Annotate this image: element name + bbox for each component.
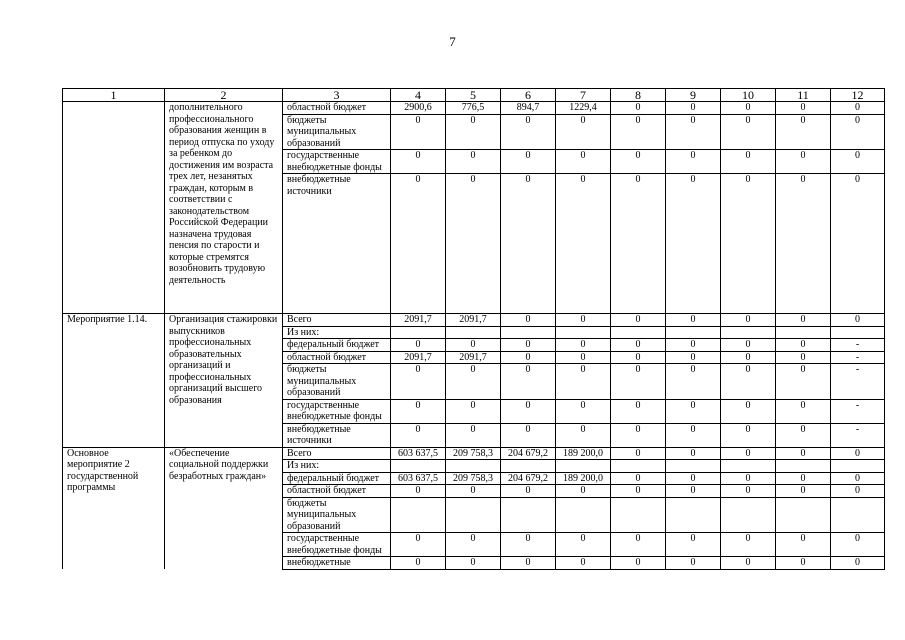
amount-cell: 0 [776, 423, 831, 447]
amount-cell: 603 637,5 [391, 447, 446, 460]
amount-cell: 0 [721, 174, 776, 314]
amount-cell: 0 [776, 557, 831, 570]
amount-cell [556, 326, 611, 339]
amount-cell: 0 [721, 102, 776, 115]
amount-cell: 0 [501, 174, 556, 314]
amount-cell [776, 460, 831, 473]
amount-cell: 0 [721, 339, 776, 352]
amount-cell: 0 [666, 339, 721, 352]
funding-source-cell: федеральный бюджет [283, 472, 391, 485]
amount-cell: 0 [721, 423, 776, 447]
amount-cell: 204 679,2 [501, 472, 556, 485]
amount-cell [721, 460, 776, 473]
event-description-cell: Организация стажировки выпускников профессиональных образовательных организаций и профессиональных организаций высшего образования [165, 314, 283, 448]
event-description-cell: «Обеспечение социальной поддержки безработных граждан» [165, 447, 283, 569]
amount-cell [831, 497, 885, 533]
amount-cell: 0 [501, 114, 556, 150]
amount-cell: 0 [501, 485, 556, 498]
amount-cell: 0 [556, 364, 611, 400]
amount-cell: 0 [611, 314, 666, 327]
amount-cell: 0 [721, 485, 776, 498]
page-number: 7 [449, 34, 456, 49]
amount-cell [611, 460, 666, 473]
amount-cell [666, 497, 721, 533]
amount-cell: 0 [556, 533, 611, 557]
amount-cell: 0 [721, 399, 776, 423]
amount-cell: 0 [776, 447, 831, 460]
amount-cell: 776,5 [446, 102, 501, 115]
amount-cell: 0 [501, 364, 556, 400]
amount-cell: 0 [611, 174, 666, 314]
amount-cell: 1229,4 [556, 102, 611, 115]
amount-cell: 0 [446, 533, 501, 557]
amount-cell: 0 [666, 447, 721, 460]
amount-cell: 0 [611, 423, 666, 447]
amount-cell: 0 [391, 150, 446, 174]
amount-cell: 0 [831, 533, 885, 557]
amount-cell: 189 200,0 [556, 472, 611, 485]
amount-cell: 0 [556, 339, 611, 352]
amount-cell [721, 326, 776, 339]
amount-cell [391, 497, 446, 533]
table-row [63, 102, 885, 115]
amount-cell: 894,7 [501, 102, 556, 115]
amount-cell: 0 [776, 314, 831, 327]
amount-cell: 2091,7 [446, 351, 501, 364]
amount-cell: 0 [666, 533, 721, 557]
amount-cell: 0 [556, 150, 611, 174]
amount-cell: 0 [666, 351, 721, 364]
amount-cell: 0 [831, 114, 885, 150]
amount-cell: 0 [721, 150, 776, 174]
funding-source-cell: федеральный бюджет [283, 339, 391, 352]
amount-cell: 2091,7 [391, 351, 446, 364]
amount-cell [831, 326, 885, 339]
amount-cell: 0 [611, 485, 666, 498]
amount-cell: 0 [831, 314, 885, 327]
amount-cell: 0 [776, 174, 831, 314]
amount-cell: 0 [501, 557, 556, 570]
amount-cell: 0 [666, 174, 721, 314]
amount-cell: 0 [776, 102, 831, 115]
funding-source-cell: Всего [283, 314, 391, 327]
amount-cell: 0 [776, 485, 831, 498]
amount-cell: 0 [501, 399, 556, 423]
amount-cell: 0 [666, 423, 721, 447]
col-header: 5 [446, 89, 501, 102]
amount-cell: 0 [501, 314, 556, 327]
amount-cell: 0 [776, 533, 831, 557]
amount-cell: 0 [556, 485, 611, 498]
funding-source-cell: областной бюджет [283, 351, 391, 364]
amount-cell [721, 497, 776, 533]
amount-cell: 0 [556, 557, 611, 570]
amount-cell: 0 [446, 557, 501, 570]
amount-cell: 0 [556, 314, 611, 327]
amount-cell: 2091,7 [446, 314, 501, 327]
funding-source-cell: государственные внебюджетные фонды [283, 399, 391, 423]
funding-source-cell: государственные внебюджетные фонды [283, 150, 391, 174]
amount-cell: 0 [501, 351, 556, 364]
amount-cell: 0 [556, 399, 611, 423]
amount-cell: 0 [501, 150, 556, 174]
amount-cell [501, 326, 556, 339]
funding-source-cell: Всего [283, 447, 391, 460]
amount-cell: 0 [721, 533, 776, 557]
amount-cell: 189 200,0 [556, 447, 611, 460]
amount-cell: 0 [721, 557, 776, 570]
amount-cell: - [831, 399, 885, 423]
amount-cell: 0 [776, 472, 831, 485]
amount-cell: 0 [776, 364, 831, 400]
funding-source-cell: бюджеты муниципальных образований [283, 364, 391, 400]
amount-cell: 0 [666, 485, 721, 498]
header-row [63, 89, 885, 102]
amount-cell: 0 [666, 557, 721, 570]
amount-cell: - [831, 364, 885, 400]
event-name-cell: Основное мероприятие 2 государственной программы [63, 447, 165, 569]
amount-cell: 0 [831, 174, 885, 314]
amount-cell: - [831, 339, 885, 352]
amount-cell: 0 [776, 150, 831, 174]
amount-cell: 0 [666, 314, 721, 327]
funding-source-cell: Из них: [283, 460, 391, 473]
funding-source-cell: областной бюджет [283, 485, 391, 498]
amount-cell: 0 [446, 150, 501, 174]
col-header: 9 [666, 89, 721, 102]
amount-cell: 0 [391, 399, 446, 423]
amount-cell: 0 [666, 102, 721, 115]
amount-cell: 0 [611, 399, 666, 423]
amount-cell: 0 [666, 364, 721, 400]
funding-source-cell: бюджеты муниципальных образований [283, 497, 391, 533]
amount-cell: 0 [721, 114, 776, 150]
amount-cell: 0 [721, 472, 776, 485]
amount-cell: 0 [611, 102, 666, 115]
amount-cell: 0 [556, 351, 611, 364]
amount-cell [391, 460, 446, 473]
amount-cell: 0 [831, 485, 885, 498]
event-name-cell [63, 102, 165, 314]
table-row [63, 447, 885, 460]
amount-cell: 0 [776, 351, 831, 364]
amount-cell [666, 326, 721, 339]
amount-cell: 0 [391, 339, 446, 352]
amount-cell: 0 [831, 557, 885, 570]
amount-cell: 0 [611, 533, 666, 557]
amount-cell: 0 [611, 364, 666, 400]
amount-cell: 0 [611, 557, 666, 570]
amount-cell: 0 [776, 114, 831, 150]
amount-cell: 0 [501, 339, 556, 352]
amount-cell: - [831, 423, 885, 447]
amount-cell [501, 460, 556, 473]
amount-cell: 209 758,3 [446, 447, 501, 460]
col-header: 6 [501, 89, 556, 102]
amount-cell: 0 [556, 174, 611, 314]
event-description-cell: дополнительного профессионального образования женщин в период отпуска по уходу за ребенком до достижения им возраста трех лет, незанятых граждан, которым в соответствии с законодательством Российской Федерации назначена трудовая пенсия по старости и которые стремятся возобновить трудовую деятельность [165, 102, 283, 314]
budget-table [62, 88, 885, 570]
amount-cell [446, 326, 501, 339]
col-header: 12 [831, 89, 885, 102]
col-header: 10 [721, 89, 776, 102]
amount-cell: 0 [391, 364, 446, 400]
event-name-cell: Мероприятие 1.14. [63, 314, 165, 448]
amount-cell [446, 497, 501, 533]
amount-cell [446, 460, 501, 473]
amount-cell [556, 460, 611, 473]
amount-cell: 0 [721, 364, 776, 400]
amount-cell: 0 [391, 174, 446, 314]
amount-cell: 0 [446, 399, 501, 423]
funding-source-cell: областной бюджет [283, 102, 391, 115]
amount-cell [391, 326, 446, 339]
amount-cell: 0 [446, 485, 501, 498]
amount-cell: 0 [831, 472, 885, 485]
amount-cell: 0 [611, 114, 666, 150]
amount-cell: 0 [721, 314, 776, 327]
amount-cell: 0 [501, 533, 556, 557]
amount-cell: 0 [446, 174, 501, 314]
amount-cell: 0 [776, 339, 831, 352]
amount-cell: 0 [776, 399, 831, 423]
funding-source-cell: государственные внебюджетные фонды [283, 533, 391, 557]
amount-cell: 0 [831, 447, 885, 460]
col-header: 1 [63, 89, 165, 102]
amount-cell: 0 [391, 114, 446, 150]
amount-cell [776, 497, 831, 533]
amount-cell: 0 [611, 351, 666, 364]
amount-cell: 0 [611, 472, 666, 485]
funding-source-cell: Из них: [283, 326, 391, 339]
amount-cell: 0 [501, 423, 556, 447]
amount-cell: 0 [556, 114, 611, 150]
amount-cell [831, 460, 885, 473]
col-header: 11 [776, 89, 831, 102]
amount-cell [611, 326, 666, 339]
amount-cell [666, 460, 721, 473]
amount-cell: 2900,6 [391, 102, 446, 115]
amount-cell: 0 [446, 339, 501, 352]
amount-cell [501, 497, 556, 533]
amount-cell: 0 [391, 533, 446, 557]
amount-cell: 209 758,3 [446, 472, 501, 485]
amount-cell [776, 326, 831, 339]
amount-cell: 0 [666, 150, 721, 174]
funding-source-cell: внебюджетные источники [283, 423, 391, 447]
amount-cell: 0 [556, 423, 611, 447]
funding-source-cell: внебюджетные источники [283, 174, 391, 314]
amount-cell: 204 679,2 [501, 447, 556, 460]
amount-cell: 0 [391, 485, 446, 498]
col-header: 2 [165, 89, 283, 102]
amount-cell: 0 [391, 423, 446, 447]
amount-cell: 603 637,5 [391, 472, 446, 485]
amount-cell: 0 [666, 399, 721, 423]
table-row [63, 314, 885, 327]
amount-cell [556, 497, 611, 533]
funding-source-cell: внебюджетные [283, 557, 391, 570]
amount-cell: 0 [831, 150, 885, 174]
amount-cell: 0 [611, 339, 666, 352]
amount-cell: - [831, 351, 885, 364]
amount-cell: 0 [831, 102, 885, 115]
amount-cell: 0 [721, 447, 776, 460]
col-header: 8 [611, 89, 666, 102]
amount-cell: 0 [666, 472, 721, 485]
amount-cell: 0 [391, 557, 446, 570]
amount-cell: 0 [611, 150, 666, 174]
amount-cell: 0 [446, 423, 501, 447]
funding-source-cell: бюджеты муниципальных образований [283, 114, 391, 150]
amount-cell [611, 497, 666, 533]
amount-cell: 2091,7 [391, 314, 446, 327]
col-header: 7 [556, 89, 611, 102]
amount-cell: 0 [721, 351, 776, 364]
amount-cell: 0 [611, 447, 666, 460]
amount-cell: 0 [446, 364, 501, 400]
col-header: 4 [391, 89, 446, 102]
col-header: 3 [283, 89, 391, 102]
amount-cell: 0 [666, 114, 721, 150]
amount-cell: 0 [446, 114, 501, 150]
